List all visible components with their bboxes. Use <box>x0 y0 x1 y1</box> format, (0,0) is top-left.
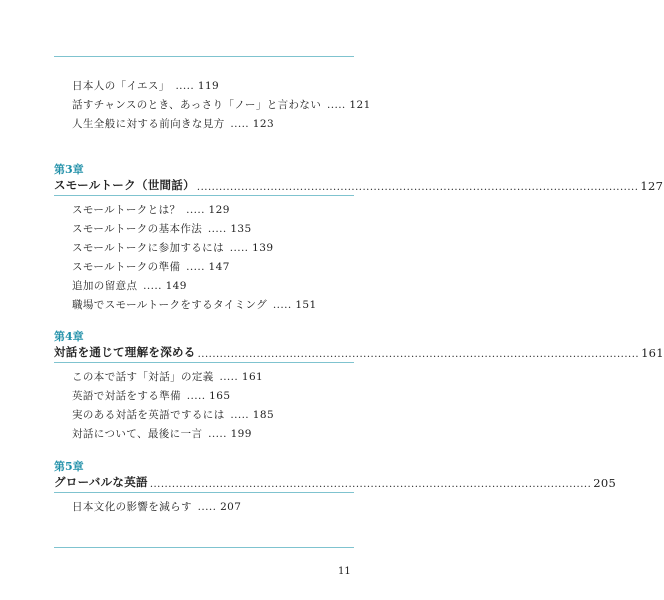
entry-title: 職場でスモールトークをするタイミング <box>72 299 268 311</box>
entry-title: 実のある対話を英語でするには <box>72 409 225 421</box>
entry-title: スモールトークとは？ <box>72 204 181 216</box>
entry-title: スモールトークの準備 <box>72 261 181 273</box>
chapter-label: 第5章 <box>54 460 84 473</box>
entry-page: ..... 129 <box>186 204 230 216</box>
toc-entry <box>72 222 252 236</box>
chapter-heading <box>54 344 664 363</box>
entry-title: 人生全般に対する前向きな見方 <box>72 118 225 130</box>
entry-page: ..... 199 <box>208 428 252 440</box>
entry-title: この本で話す「対話」の定義 <box>72 371 214 383</box>
entry-page: ..... 149 <box>143 280 187 292</box>
entry-page: ..... 121 <box>326 99 371 111</box>
bottom-rule <box>54 547 354 548</box>
dot-leader: ........................................................................................................................ <box>149 479 592 490</box>
toc-entry <box>72 370 263 384</box>
entry-title: スモールトークに参加するには <box>72 242 224 254</box>
chapter-title: グローバルな英語 <box>54 475 148 489</box>
entry-page: ..... 161 <box>219 371 264 383</box>
chapter-page: 161 <box>641 346 664 360</box>
toc-entry <box>72 298 317 312</box>
entry-page: ..... 135 <box>207 223 252 235</box>
toc-entry <box>72 203 230 217</box>
entry-title: 日本文化の影響を減らす <box>72 501 192 513</box>
chapter-label: 第3章 <box>54 163 84 176</box>
entry-page: ..... 139 <box>229 242 274 254</box>
toc-entry <box>72 79 219 93</box>
chapter-heading <box>54 177 664 196</box>
top-rule <box>54 56 354 57</box>
entry-title: 話すチャンスのとき、あっさり「ノー」と言わない <box>72 99 322 111</box>
toc-entry <box>72 98 371 112</box>
chapter-title: スモールトーク（世間話） <box>54 178 195 192</box>
page-number: 11 <box>338 566 351 577</box>
entry-page: ..... 123 <box>230 118 275 130</box>
entry-page: ..... 147 <box>186 261 230 273</box>
entry-page: ..... 151 <box>272 299 317 311</box>
entry-page: ..... 165 <box>186 390 231 402</box>
toc-entry <box>72 408 274 422</box>
entry-page: ..... 185 <box>230 409 275 421</box>
entry-page: ..... 207 <box>197 501 242 513</box>
entry-title: 追加の留意点 <box>72 280 138 292</box>
chapter-page: 127 <box>640 179 664 193</box>
toc-entry <box>72 427 252 441</box>
chapter-heading <box>54 474 617 493</box>
toc-entry <box>72 389 230 403</box>
toc-entry <box>72 279 187 293</box>
toc-entry <box>72 241 273 255</box>
entry-title: 対話について、最後に一言 <box>72 428 203 440</box>
entry-title: スモールトークの基本作法 <box>72 223 203 235</box>
toc-entry <box>72 117 274 131</box>
entry-title: 日本人の「イエス」 <box>72 80 170 92</box>
chapter-title: 対話を通じて理解を深める <box>54 345 196 359</box>
dot-leader: ........................................................................................................................ <box>196 182 639 193</box>
chapter-page: 205 <box>593 476 617 490</box>
entry-title: 英語で対話をする準備 <box>72 390 181 402</box>
dot-leader: ........................................................................................................................ <box>197 349 640 360</box>
toc-entry <box>72 260 230 274</box>
chapter-label: 第4章 <box>54 330 84 343</box>
entry-page: ..... 119 <box>175 80 220 92</box>
toc-entry <box>72 500 241 514</box>
